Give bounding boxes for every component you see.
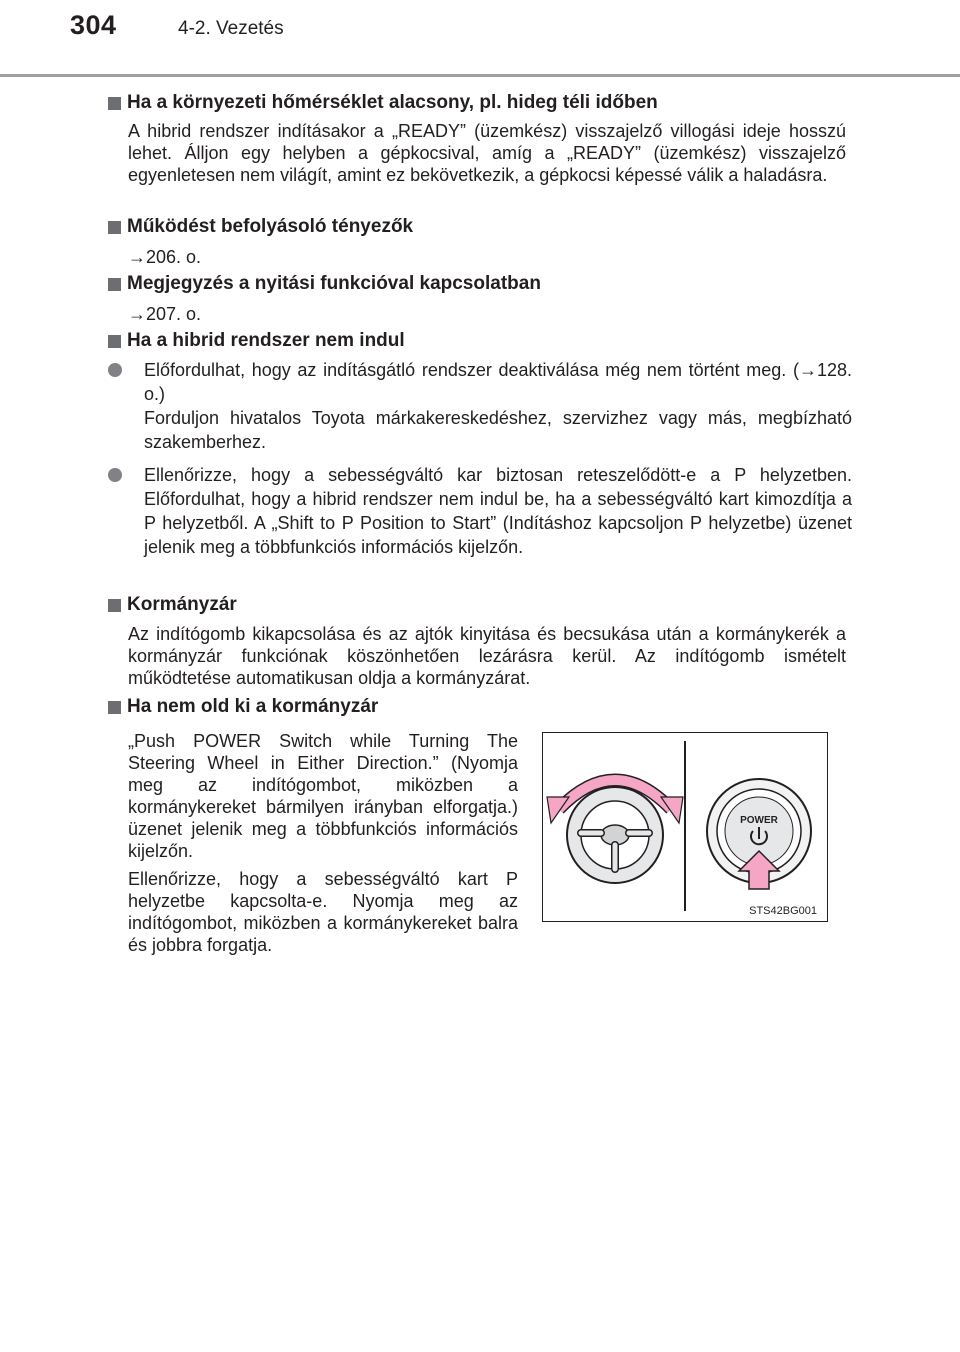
- round-bullet-icon: [108, 363, 122, 377]
- arrow-icon: →: [128, 247, 146, 267]
- reference-opening: →207. o.: [128, 304, 202, 324]
- heading-steering-lock: Kormányzár: [108, 594, 237, 616]
- section-header: 4-2. Vezetés: [178, 18, 284, 39]
- square-bullet-icon: [108, 278, 121, 291]
- heading-cold-weather: Ha a környezeti hőmérséklet alacsony, pl. hideg téli időben: [108, 92, 658, 114]
- square-bullet-icon: [108, 335, 121, 348]
- paragraph-cold-weather: A hibrid rendszer indításakor a „READY” (üzemkész) visszajelző villogási ideje hosszú lehet. Álljon egy helyben a gépkocsival, amíg a „READY” (üzemkész) visszajelző egyenletesen nem világít, amint ez bekövetkezik, a gépkocsi képessé válik a haladásra.: [128, 121, 846, 185]
- arrow-icon: →: [128, 304, 146, 324]
- square-bullet-icon: [108, 701, 121, 714]
- steering-power-illustration: [542, 732, 828, 922]
- heading-no-start: Ha a hibrid rendszer nem indul: [108, 330, 405, 352]
- power-label: POWER: [740, 815, 778, 826]
- heading-factors: Működést befolyásoló tényezők: [108, 216, 413, 238]
- page-number: 304: [70, 10, 117, 40]
- header-divider: [0, 74, 960, 77]
- heading-opening: Megjegyzés a nyitási funkcióval kapcsolatban: [108, 273, 541, 295]
- round-bullet-icon: [108, 468, 122, 482]
- heading-unlock: Ha nem old ki a kormányzár: [108, 696, 378, 718]
- figure-code: STS42BG001: [749, 905, 817, 917]
- square-bullet-icon: [108, 97, 121, 110]
- illustration-drawing: [543, 733, 829, 923]
- bullet-immobilizer: Előfordulhat, hogy az indításgátló rendszer deaktiválása még nem történt meg. (→128. o.) Forduljon hivatalos Toyota márkakereskedéshez, szervizhez vagy más, megbízható szakemberhez.: [108, 358, 852, 454]
- paragraph-unlock-instructions: Ellenőrizze, hogy a sebességváltó kart P helyzetbe kapcsolta-e. Nyomja meg az indítógombot, miközben a kormánykereket balra és jobbra forgatja.: [128, 869, 518, 955]
- paragraph-unlock-message: „Push POWER Switch while Turning The Steering Wheel in Either Direction.” (Nyomja meg az indítógombot, miközben a kormánykereket bármilyen irányban elforgatja.) üzenet jelenik meg a többfunkciós információs kijelzőn.: [128, 731, 518, 861]
- square-bullet-icon: [108, 221, 121, 234]
- bullet-shift-lever: Ellenőrizze, hogy a sebességváltó kar biztosan reteszelődött-e a P helyzetben. Előfordulhat, hogy a hibrid rendszer nem indul be, ha a sebességváltó kart kimozdítja a P helyzetből. A „Shift to P Position to Start” (Indításhoz kapcsoljon P helyzetbe) üzenet jelenik meg a többfunkciós információs kijelzőn.: [108, 463, 852, 559]
- paragraph-steering-lock: Az indítógomb kikapcsolása és az ajtók kinyitása és becsukása után a kormánykerék a kormányzár funkciónak köszönhetően lezárásra kerül. Az indítógomb ismételt működtetése automatikusan oldja a kormányzárat.: [128, 624, 846, 688]
- square-bullet-icon: [108, 599, 121, 612]
- reference-factors: →206. o.: [128, 247, 202, 267]
- steering-wheel-icon: [567, 787, 663, 883]
